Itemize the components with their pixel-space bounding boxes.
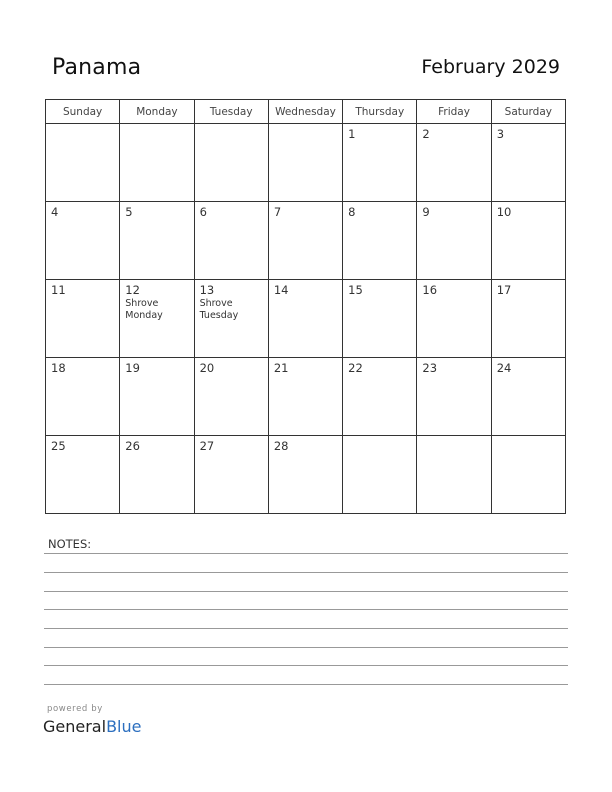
day-number: 20 [199, 361, 215, 375]
calendar-day-cell [120, 124, 194, 202]
calendar-day-cell [343, 280, 417, 358]
day-number: 23 [422, 361, 438, 375]
day-number: 7 [273, 205, 282, 219]
calendar-day-cell [491, 280, 565, 358]
calendar-week-row [46, 280, 566, 358]
day-number: 5 [125, 205, 133, 219]
calendar-day-cell [46, 124, 120, 202]
brand-first: General [43, 717, 107, 736]
calendar-day-cell [194, 358, 268, 436]
day-number: 22 [348, 361, 363, 375]
calendar-day-cell [491, 202, 565, 280]
calendar-day-cell [491, 124, 565, 202]
calendar-day-cell [268, 358, 342, 436]
day-number: 21 [273, 361, 289, 375]
month-year-label: February 2029 [421, 56, 560, 78]
brand-second: Blue [106, 717, 142, 736]
calendar-day-cell [343, 358, 417, 436]
day-number: 25 [51, 439, 66, 453]
calendar-day-cell [417, 280, 491, 358]
calendar-day-cell [417, 124, 491, 202]
holiday-label: Shrove Monday [125, 298, 163, 321]
note-line [44, 628, 568, 629]
calendar-day-cell [268, 280, 342, 358]
day-number: 9 [422, 205, 430, 219]
day-number: 8 [348, 205, 356, 219]
day-number: 6 [199, 205, 207, 219]
calendar-day-cell [343, 436, 417, 514]
weekday-tuesday: Tuesday [194, 100, 268, 124]
calendar-day-cell [417, 436, 491, 514]
calendar-day-cell [268, 124, 342, 202]
calendar-day-cell [120, 436, 194, 514]
calendar-week-row [46, 124, 566, 202]
day-number: 28 [273, 439, 289, 453]
calendar-day-cell [194, 436, 268, 514]
calendar-day-cell [46, 202, 120, 280]
calendar-day-cell [491, 358, 565, 436]
weekday-friday: Friday [417, 100, 491, 124]
day-number: 26 [125, 439, 140, 453]
calendar-day-cell [343, 202, 417, 280]
note-line [44, 665, 568, 666]
weekday-saturday: Saturday [491, 100, 565, 124]
weekday-header-row [46, 100, 566, 124]
weekday-thursday: Thursday [343, 100, 417, 124]
calendar-week-row [46, 436, 566, 514]
day-number: 3 [496, 127, 505, 141]
day-number: 16 [422, 283, 438, 297]
calendar-day-cell [120, 358, 194, 436]
day-number: 27 [199, 439, 215, 453]
day-number: 12 [125, 283, 140, 297]
calendar-day-cell [417, 202, 491, 280]
day-number: 24 [496, 361, 512, 375]
calendar-day-cell [268, 202, 342, 280]
notes-label: NOTES: [48, 537, 92, 551]
holiday-label: Shrove Tuesday [199, 298, 239, 321]
weekday-monday: Monday [120, 100, 194, 124]
note-line [44, 609, 568, 610]
day-number: 19 [125, 361, 140, 375]
day-number: 4 [51, 205, 59, 219]
calendar-day-cell [120, 202, 194, 280]
calendar-day-cell [120, 280, 194, 358]
page-title: Panama [52, 55, 142, 80]
note-line [44, 647, 568, 648]
day-number: 2 [422, 127, 430, 141]
day-number: 15 [348, 283, 363, 297]
day-number: 10 [496, 205, 512, 219]
note-line [44, 572, 568, 573]
calendar-day-cell [343, 124, 417, 202]
day-number: 13 [199, 283, 215, 297]
calendar-day-cell [268, 436, 342, 514]
note-line [44, 684, 568, 685]
day-number: 18 [51, 361, 66, 375]
weekday-wednesday: Wednesday [268, 100, 342, 124]
calendar-day-cell [194, 202, 268, 280]
calendar-day-cell [194, 280, 268, 358]
day-number: 17 [496, 283, 512, 297]
calendar-day-cell [417, 358, 491, 436]
powered-by-text: powered by [47, 704, 103, 714]
calendar-day-cell [491, 436, 565, 514]
note-line [44, 553, 568, 554]
weekday-sunday: Sunday [46, 100, 120, 124]
calendar-week-row [46, 202, 566, 280]
brand-logo [43, 717, 141, 736]
calendar-day-cell [194, 124, 268, 202]
calendar-day-cell [46, 280, 120, 358]
calendar-week-row [46, 358, 566, 436]
day-number: 14 [273, 283, 289, 297]
calendar-day-cell [46, 358, 120, 436]
day-number: 1 [348, 127, 356, 141]
note-line [44, 591, 568, 592]
calendar-grid [45, 99, 566, 514]
calendar-day-cell [46, 436, 120, 514]
day-number: 11 [51, 283, 66, 297]
